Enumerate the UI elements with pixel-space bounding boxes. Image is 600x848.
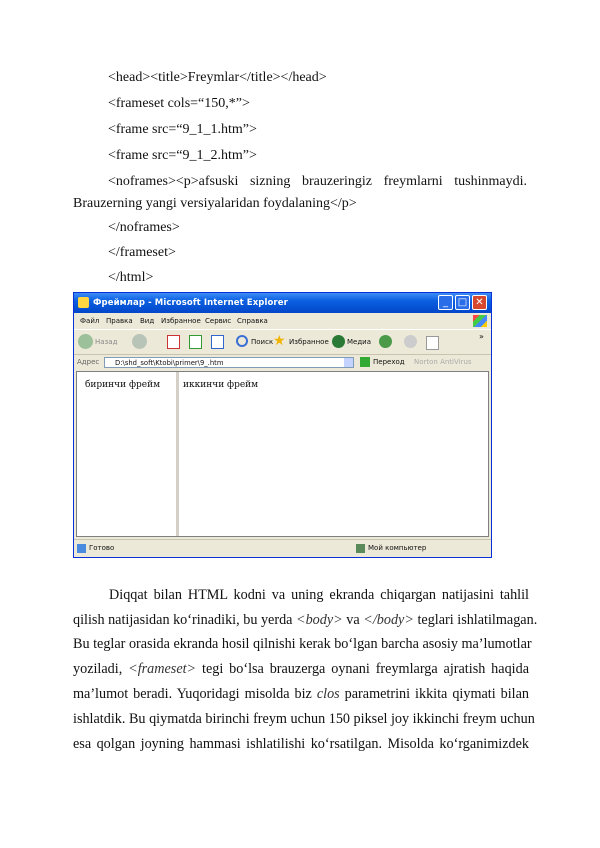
code-line: <frame src=“9_1_2.htm”> [108,148,257,163]
frame1-text: биринчи фрейм [85,380,161,390]
code-line: </html> [108,270,154,285]
code-line: <frame src=“9_1_1.htm”> [108,122,257,137]
page-icon [77,544,86,553]
minimize-button[interactable]: _ [438,295,453,310]
go-button[interactable]: Переход [373,358,405,366]
windows-logo-icon [473,315,487,327]
paragraph-line: Bu teglar orasida ekranda hosil qilnishi kerak bo‘lgan barcha asosiy ma’lumotlar [73,636,532,652]
print-icon[interactable] [426,336,439,350]
menu-view[interactable]: Вид [140,317,155,325]
frame-left [77,372,179,536]
menu-favorites[interactable]: Избранное [161,317,201,325]
code-term: <body> [296,612,343,628]
window-title: Фреймлар - Microsoft Internet Explorer [93,298,288,308]
status-text: Готово [89,544,115,552]
paragraph-line [73,661,529,677]
menu-tools[interactable]: Сервис [205,317,232,325]
text: tegi bo‘lsa brauzerga oynani freymlarga ajratish haqida [196,661,529,677]
search-button-label[interactable]: Поиск [251,338,274,346]
paragraph-line: Diqqat bilan HTML kodni va uning ekranda chiqargan natijasini tahlil [109,587,529,603]
norton-label[interactable]: Norton AntiVirus [414,358,472,366]
frame-right [181,372,481,536]
address-bar [74,354,491,370]
code-term: clos [316,686,340,702]
chevron-down-icon[interactable] [344,358,353,367]
text: va [342,612,364,628]
text: teglari ishlatilmagan. [413,612,538,628]
menu-bar [74,314,491,328]
favorites-button-label[interactable]: Избранное [289,338,329,346]
zone-text: Мой компьютер [368,544,427,552]
text: ma’lumot beradi. Yuqoridagi misolda biz [73,686,317,702]
paragraph-line [73,612,538,628]
code-line: <noframes><p>afsuski sizning brauzeringiz freymlarni tushinmaydi. [108,174,527,189]
maximize-button[interactable]: □ [455,295,470,310]
text: qilish natijasidan ko‘rinadiki, bu yerda [73,612,297,628]
address-input[interactable] [104,357,354,368]
frames-content [76,371,489,537]
address-value: D:\shd_soft\Ktobi\primer\9_.htm [115,359,224,367]
media-icon[interactable] [332,335,345,348]
menu-edit[interactable]: Правка [106,317,133,325]
stop-icon[interactable] [167,335,180,349]
code-line: Brauzerning yangi versiyalaridan foydalaning</p> [73,196,357,211]
code-line: <frameset cols=“150,*”> [108,96,250,111]
browser-window [73,292,492,558]
code-term: </body> [363,612,414,628]
back-icon[interactable] [78,334,93,349]
paragraph-line: esa qolgan joyning hammasi ishlatilishi ko‘rsatilgan. Misolda ko‘rganimizdek [73,736,529,752]
refresh-icon[interactable] [189,335,202,349]
code-line: </frameset> [108,245,176,260]
back-button-label[interactable]: Назад [95,338,118,346]
text: parametrini ikkita qiymati bilan [339,686,530,702]
code-line: <head><title>Freymlar</title></head> [108,70,327,85]
computer-icon [356,544,365,553]
address-label: Адрес [77,358,100,366]
forward-icon[interactable] [132,334,147,349]
menu-file[interactable]: Файл [80,317,100,325]
paragraph-line: ishlatdik. Bu qiymatda birinchi freym uchun 150 piksel joy ikkinchi freym uchun [73,711,535,727]
title-bar [74,293,491,313]
chevron-right-icon[interactable]: » [479,332,484,341]
code-line: </noframes> [108,220,180,235]
status-bar [74,539,491,558]
search-icon[interactable] [236,335,248,347]
text: yoziladi, [73,661,129,677]
media-button-label[interactable]: Медиа [347,338,372,346]
paragraph-line [73,686,529,702]
toolbar [74,329,491,354]
frame2-text: иккинчи фрейм [183,380,259,390]
favorites-star-icon[interactable]: ★ [273,333,286,349]
go-icon[interactable] [360,357,370,367]
close-button[interactable]: ✕ [472,295,487,310]
ie-logo-icon [78,297,89,308]
history-icon[interactable] [379,335,392,348]
home-icon[interactable] [211,335,224,349]
menu-help[interactable]: Справка [237,317,268,325]
mail-icon[interactable] [404,335,417,348]
code-term: <frameset> [128,661,197,677]
